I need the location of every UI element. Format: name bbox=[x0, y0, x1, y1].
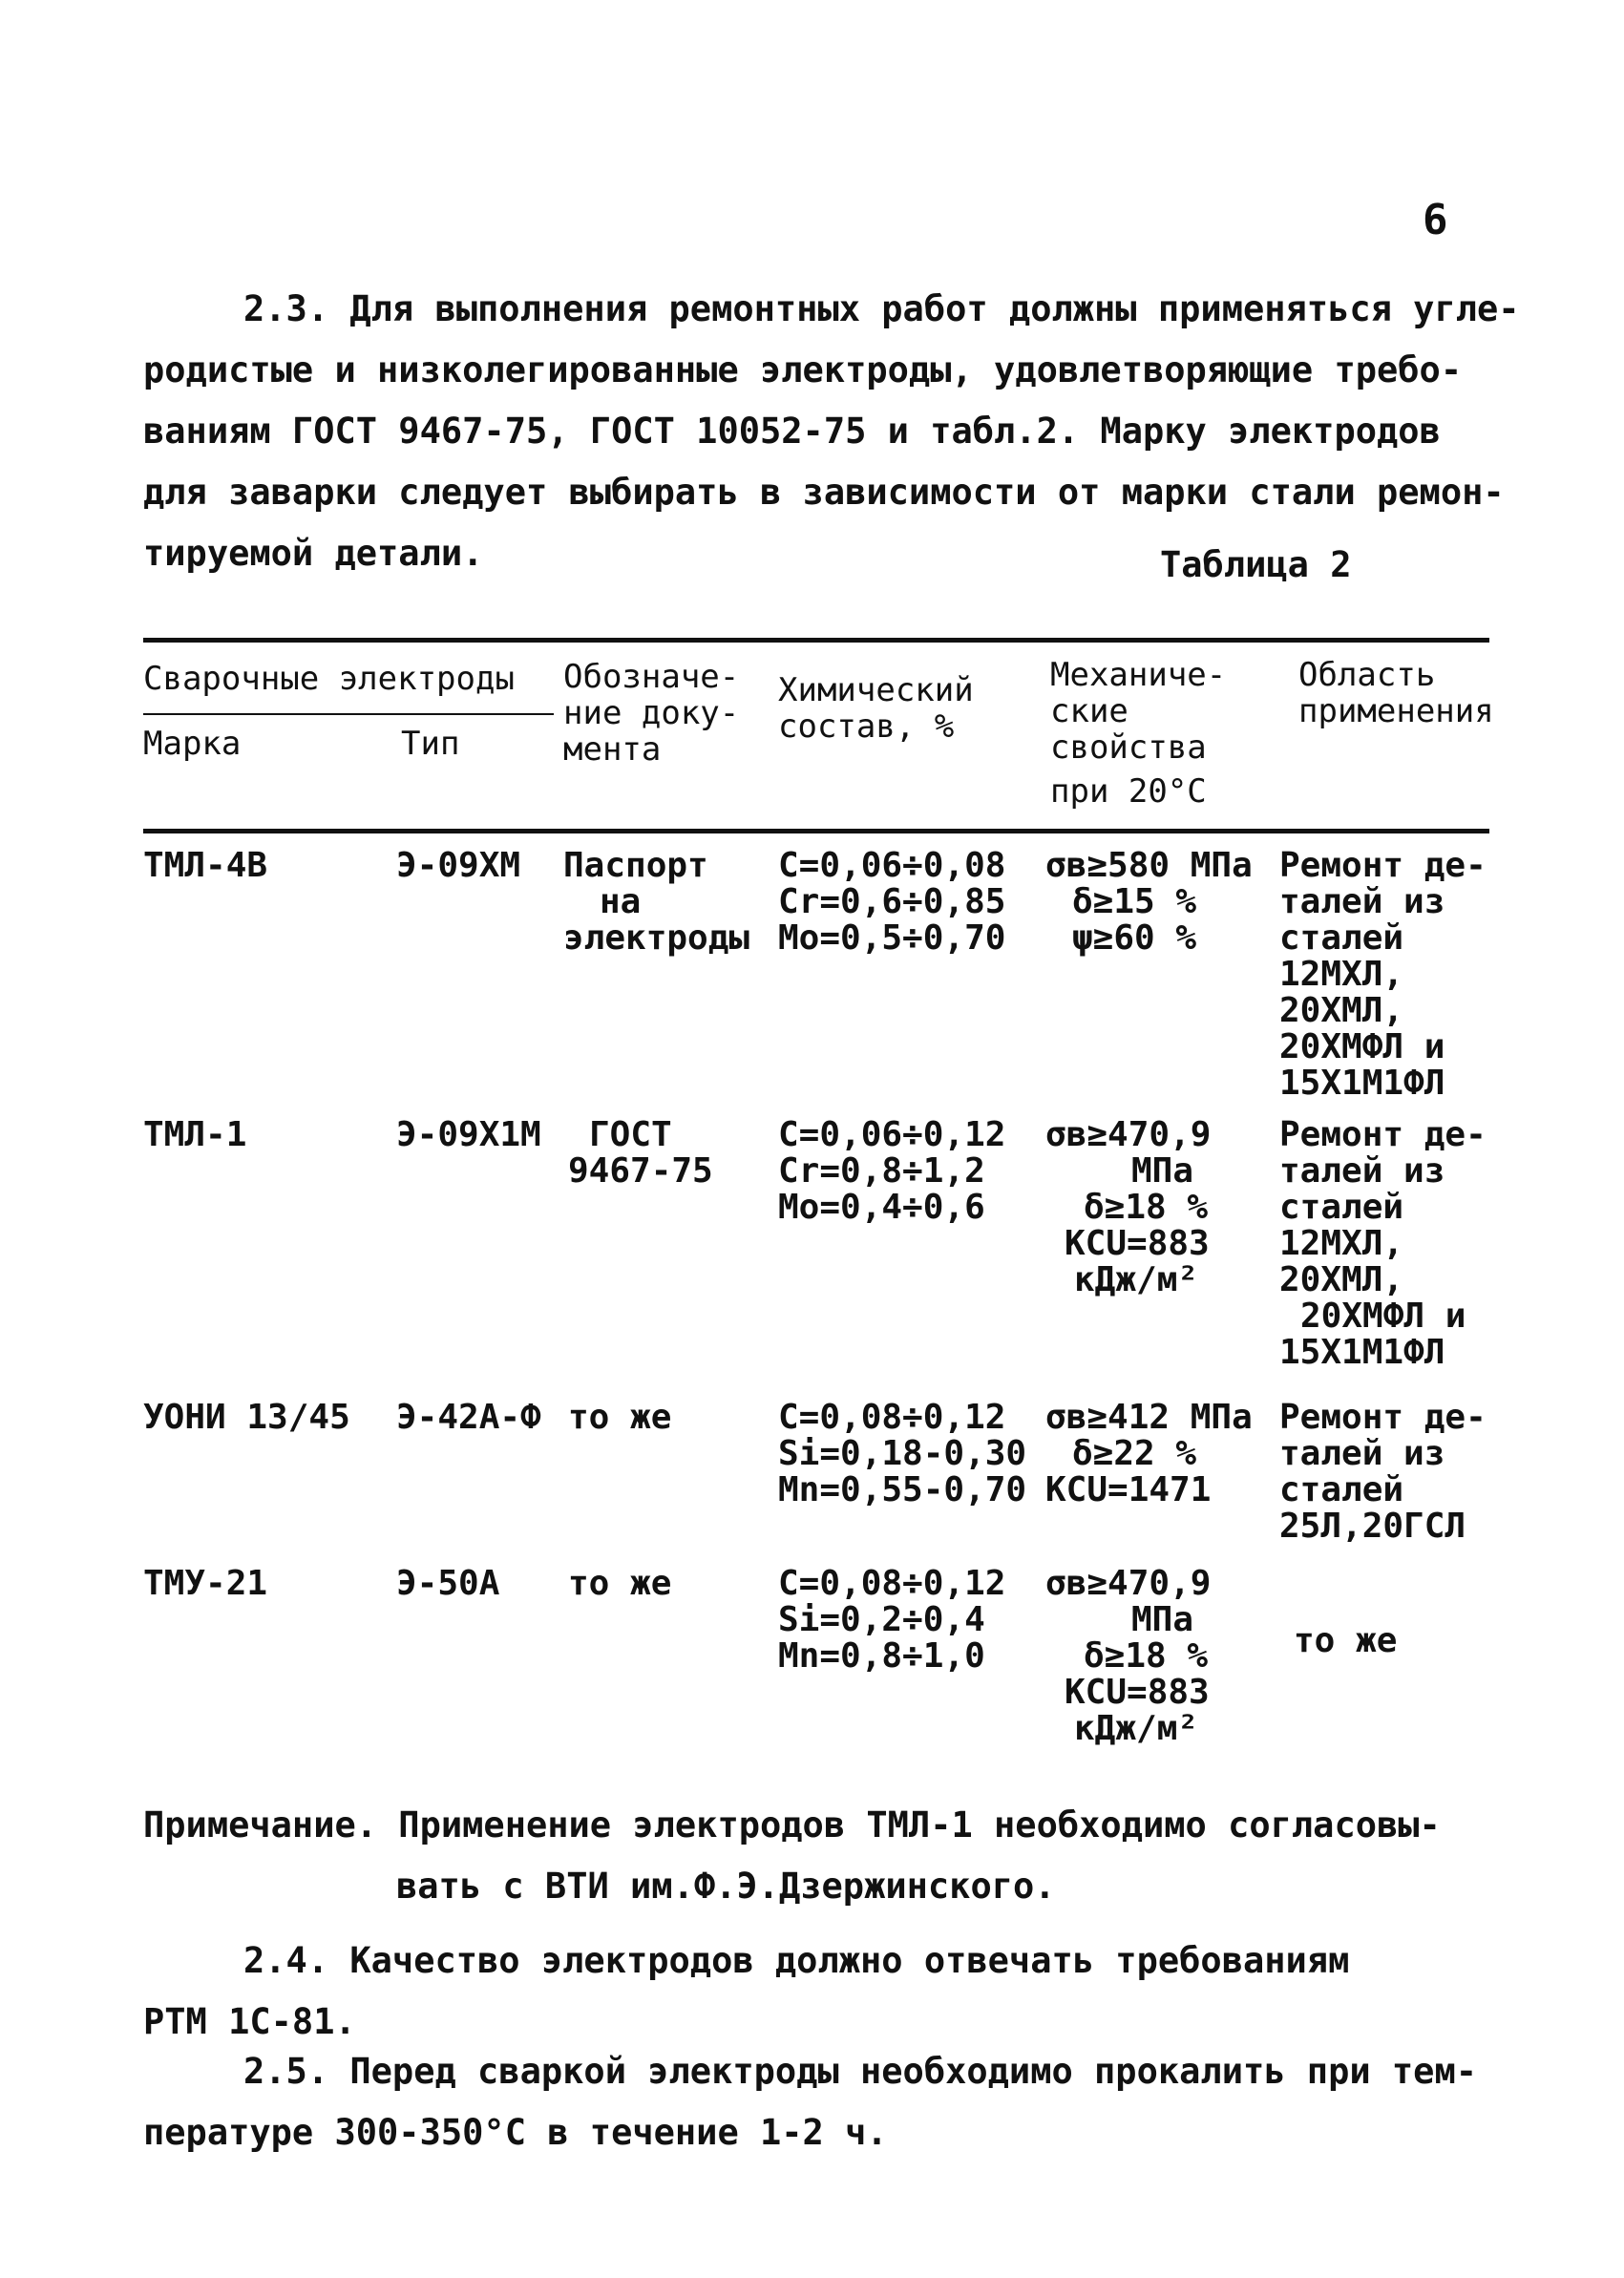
paragraph-2-5 bbox=[143, 2041, 1508, 2163]
text-line: 2.3. Для выполнения ремонтных работ должны применяться угле- bbox=[243, 288, 1520, 329]
row4-doc: то же bbox=[568, 1564, 672, 1603]
text-line: для заварки следует выбирать в зависимости от марки стали ремон- bbox=[143, 472, 1505, 513]
text-line: пературе 300-350°С в течение 1-2 ч. bbox=[143, 2112, 888, 2153]
text-line: вать с ВТИ им.Ф.Э.Дзержинского. bbox=[396, 1866, 1056, 1907]
row3-doc: то же bbox=[568, 1398, 672, 1437]
row3-area: Ремонт де- талей из сталей 25Л,20ГСЛ bbox=[1279, 1398, 1487, 1546]
row1-mark: ТМЛ-4В bbox=[143, 846, 268, 885]
header-mark: Марка bbox=[143, 725, 242, 763]
row3-chem: C=0,08÷0,12 Si=0,18-0,30 Mn=0,55-0,70 bbox=[778, 1398, 1027, 1509]
text-line: 2.4. Качество электродов должно отвечать требованиям bbox=[243, 1940, 1350, 1981]
row4-mark: ТМУ-21 bbox=[143, 1564, 268, 1603]
table-label: Таблица 2 bbox=[1160, 544, 1352, 585]
row4-chem: C=0,08÷0,12 Si=0,2÷0,4 Mn=0,8÷1,0 bbox=[778, 1564, 1006, 1676]
row4-mech: σв≥470,9 МПа δ≥18 % KCU=883 кДж/м² bbox=[1045, 1564, 1212, 1748]
page-number: 6 bbox=[1423, 196, 1448, 244]
header-electrodes-group: Сварочные электроды bbox=[143, 660, 515, 698]
row3-mech: σв≥412 МПа δ≥22 % KCU=1471 bbox=[1045, 1398, 1253, 1509]
paragraph-2-3 bbox=[143, 279, 1520, 584]
text-line: РТМ 1С-81. bbox=[143, 2001, 356, 2042]
header-chem: Химический состав, % bbox=[778, 671, 974, 746]
header-bottom-rule bbox=[143, 829, 1489, 833]
table-note bbox=[143, 1795, 1508, 1917]
row1-chem: C=0,06÷0,08 Cr=0,6÷0,85 Mo=0,5÷0,70 bbox=[778, 846, 1006, 958]
row4-type: Э-50А bbox=[396, 1564, 500, 1603]
row2-mech: σв≥470,9 МПа δ≥18 % KCU=883 кДж/м² bbox=[1045, 1115, 1212, 1299]
row2-area: Ремонт де- талей из сталей 12МХЛ, 20ХМЛ, 20ХМФЛ и 15Х1М1ФЛ bbox=[1279, 1115, 1487, 1372]
group-header-rule bbox=[143, 713, 554, 715]
row3-type: Э-42А-Ф bbox=[396, 1398, 541, 1437]
header-area: Область применения bbox=[1298, 656, 1494, 730]
row2-chem: C=0,06÷0,12 Cr=0,8÷1,2 Mo=0,4÷0,6 bbox=[778, 1115, 1006, 1227]
table-top-rule bbox=[143, 638, 1489, 643]
header-mech: Механиче- ские свойства при 20°С bbox=[1050, 656, 1227, 811]
row2-type: Э-09Х1М bbox=[396, 1115, 541, 1154]
row1-area: Ремонт де- талей из сталей 12МХЛ, 20ХМЛ, 20ХМФЛ и 15Х1М1ФЛ bbox=[1279, 846, 1487, 1103]
row4-area: то же bbox=[1294, 1621, 1398, 1660]
text-line: Примечание. Применение электродов ТМЛ-1 необходимо согласовы- bbox=[143, 1804, 1441, 1846]
header-type: Тип bbox=[401, 725, 460, 763]
row3-mark: УОНИ 13/45 bbox=[143, 1398, 350, 1437]
row1-type: Э-09ХМ bbox=[396, 846, 521, 885]
text-line: 2.5. Перед сваркой электроды необходимо прокалить при тем- bbox=[243, 2051, 1478, 2092]
row1-doc: Паспорт на электроды bbox=[563, 846, 750, 958]
row2-doc: ГОСТ 9467-75 bbox=[568, 1115, 713, 1191]
text-line: ваниям ГОСТ 9467-75, ГОСТ 10052-75 и табл.2. Марку электродов bbox=[143, 411, 1441, 452]
header-doc: Обозначе- ние доку- мента bbox=[563, 658, 740, 769]
text-line: родистые и низколегированные электроды, удовлетворяющие требо- bbox=[143, 349, 1463, 390]
text-line: тируемой детали. bbox=[143, 533, 484, 574]
paragraph-2-4 bbox=[143, 1930, 1508, 2053]
row2-mark: ТМЛ-1 bbox=[143, 1115, 247, 1154]
row1-mech: σв≥580 МПа δ≥15 % ψ≥60 % bbox=[1045, 846, 1253, 958]
